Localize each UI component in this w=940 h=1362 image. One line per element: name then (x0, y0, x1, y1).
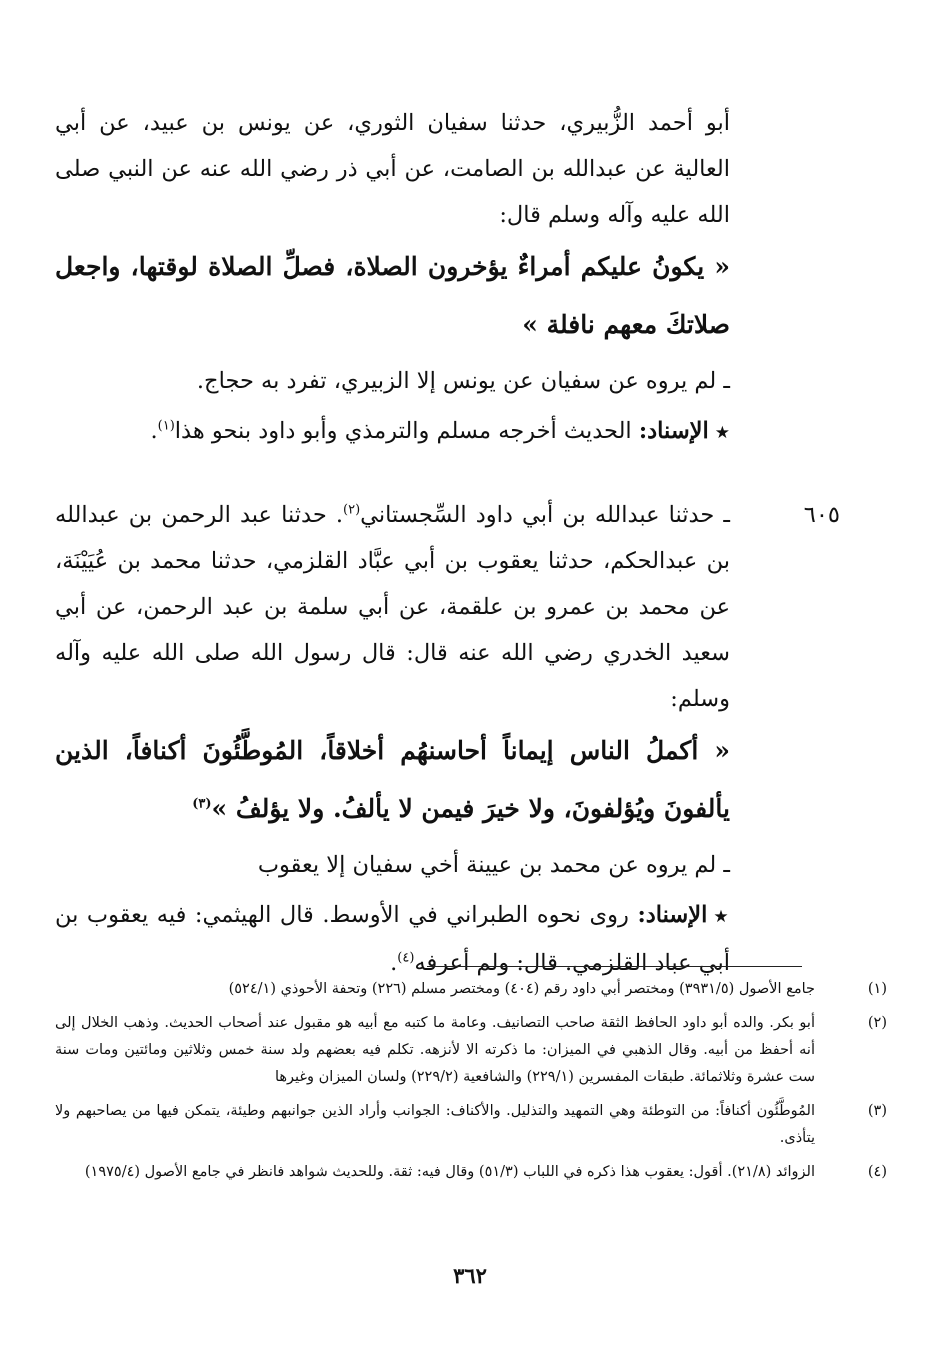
page-number: ٣٦٢ (453, 1263, 487, 1288)
footnote-ref-3: (٣) (192, 796, 212, 812)
footnote-number: (٢) (867, 1015, 887, 1031)
main-text (55, 100, 840, 986)
hadith-604-text: « يكونُ عليكم أمراءٌ يؤخرون الصلاة، فصلِّ الصلاة لوقتها، واجعل صلاتكَ معهم نافلة » (55, 252, 730, 339)
hadith-605-matn: « أكملُ الناس إيماناً أحاسنهُم أخلاقاً، المُوطَّئُونَ أكنافاً، الذين يألفونَ ويُؤلفونَ، ولا خيرَ فيمن لا يألفُ. ولا يؤلفُ » (55, 736, 730, 823)
isnad-text: روى نحوه الطبراني في الأوسط. قال الهيثمي: فيه يعقوب بن أبي عباد القلزمي. قال: ولم أعرفه (55, 902, 730, 976)
chain-start: ـ حدثنا عبدالله بن أبي داود السِّجستاني (360, 502, 730, 528)
hadith-number: ٦٠٥ (803, 502, 840, 528)
footnote-number: (٣) (867, 1103, 887, 1119)
hadith-604-continuation (55, 100, 730, 456)
isnad-label: الإسناد: (638, 418, 709, 444)
footnote-text: المُوطَّئُون أكنافاً: من التوطئة وهي التمهيد والتذليل. والأكناف: الجوانب وأراد الذين جوانبهم وطيئة، يتمكن فيها من يصاحبهم ولا يتأذى. (55, 1103, 815, 1146)
isnad-text: الحديث أخرجه مسلم والترمذي وأبو داود بنحو هذا (174, 418, 632, 444)
footnote-4 (55, 1159, 887, 1186)
footnotes (55, 976, 887, 1193)
hadith-605-text (55, 722, 730, 838)
hadith-605 (55, 492, 840, 986)
isnad-end: . (390, 950, 398, 976)
hadith-605-chain (55, 492, 730, 722)
footnote-1 (55, 976, 887, 1003)
footnote-2 (55, 1010, 887, 1091)
footnote-number: (١) (867, 981, 887, 997)
star-icon: ★ (714, 423, 730, 443)
star-icon: ★ (713, 907, 730, 927)
footnote-3 (55, 1098, 887, 1152)
hadith-605-isnad (55, 892, 730, 986)
footnote-ref-1: (١) (157, 418, 175, 434)
hadith-604-isnad: ★الإسناد: الحديث أخرجه مسلم والترمذي وأبو داود بنحو هذا$^{(١)}$. (150, 418, 730, 444)
isnad-label: الإسناد: (637, 902, 708, 928)
footnote-ref-4: (٤) (397, 950, 415, 966)
footnote-number: (٤) (867, 1164, 887, 1180)
footnote-divider (427, 966, 802, 967)
hadith-604-note: ـ لم يروه عن سفيان عن يونس إلا الزبيري، تفرد به حجاج. (196, 368, 730, 394)
hadith-605-note: ـ لم يروه عن محمد بن عيينة أخي سفيان إلا يعقوب (257, 852, 730, 878)
chain-rest: . حدثنا عبد الرحمن بن عبدالله بن عبدالحكم، حدثنا يعقوب بن أبي عبَّاد القلزمي، حدثنا محمد بن عُيَيْنَة، عن محمد بن عمرو بن علقمة، عن أبي سلمة بن عبد الرحمن، عن أبي سعيد الخدري رضي الله عنه قال: قال رسول الله صلى الله عليه وآله وسلم: (55, 502, 730, 712)
footnote-text: الزوائد (٢١/٨). أقول: يعقوب هذا ذكره في اللباب (٥١/٣) وقال فيه: ثقة. وللحديث شواهد فانظر في جامع الأصول (١٩٧٥/٤) (84, 1164, 815, 1180)
footnote-text: أبو بكر. والده أبو داود الحافظ الثقة صاحب التصانيف. وعامة ما كتبه مع أبيه هو مقبول عند أصحاب الحديث. وذهب الخلال إلى أنه أحفظ من أبيه. وقال الذهبي في الميزان: ما ذكرته الا لأنزهه. تكلم فيه بعضهم ولد سنة خمس وثلاثين ومائتين ومات سنة ست عشرة وثلاثمائة. طبقات المفسرين (٢٢٩/١) والشافعية (٢٢٩/٢) ولسان الميزان وغيرها (55, 1015, 815, 1085)
footnote-ref-2: (٢) (343, 502, 361, 518)
hadith-604-chain: أبو أحمد الزُّبيري، حدثنا سفيان الثوري، عن يونس بن عبيد، عن أبي العالية عن عبدالله بن الصامت، عن أبي ذر رضي الله عنه عن النبي صلى الله عليه وآله وسلم قال: (55, 110, 730, 228)
footnote-text: جامع الأصول (٣٩٣١/٥) ومختصر أبي داود رقم (٤٠٤) ومختصر مسلم (٢٢٦) وتحفة الأحوذي (٥٢٤/١) (228, 981, 815, 997)
